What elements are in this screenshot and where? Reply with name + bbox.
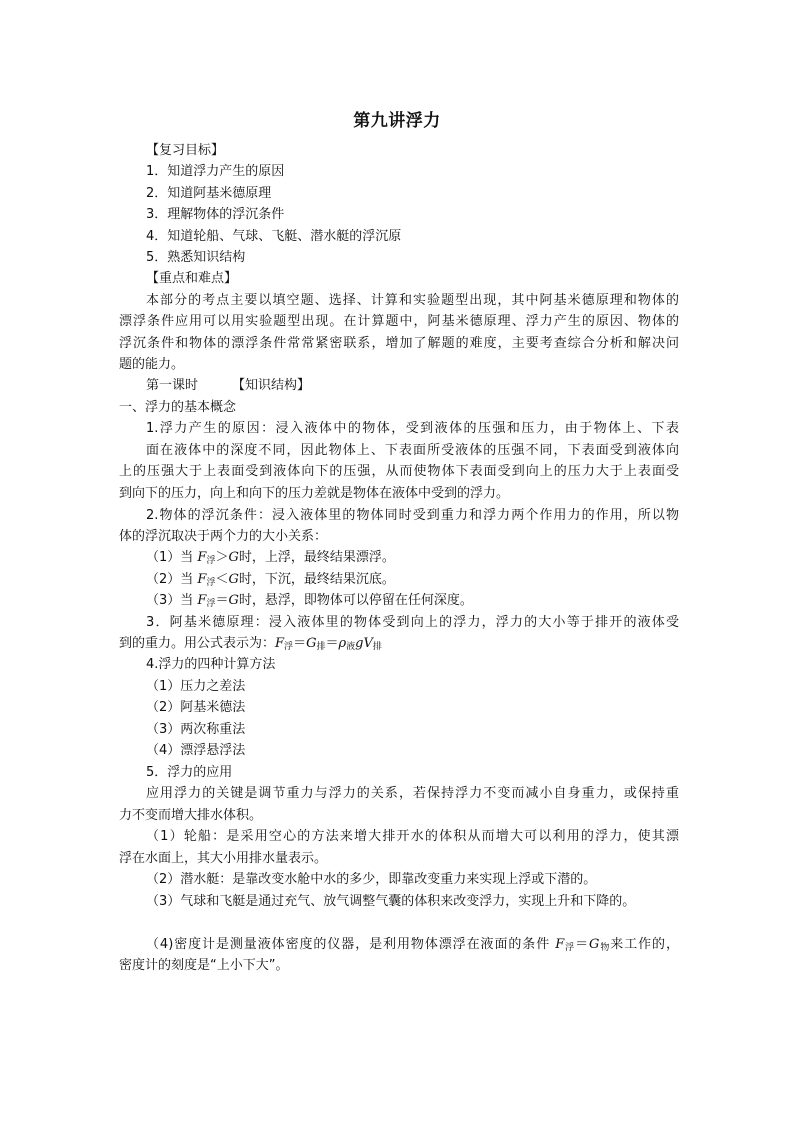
methods-header: 4.浮力的四种计算方法 [146,657,276,672]
paragraph-line: 面在液体中的深度不同，因此物体上、下表面所受液体的压强不同，下表面受到液体向 [146,443,679,458]
subscript: 浮 [206,599,216,609]
force-symbol: F [197,593,207,608]
key-text-line: 本部分的考点主要以填空题、选择、计算和实验题型出现，其中阿基米德原理和物体的 [146,293,679,308]
subscript: 浮 [206,578,216,588]
condition-suspend [146,590,473,611]
application-hydrometer [146,934,679,955]
method-item: （3）两次称重法 [146,722,246,737]
subscript: 浮 [284,642,294,652]
application-ship: （1）轮船：是采用空心的方法来增大排开水的体积从而增大可以利用的浮力，使其漂 [146,829,679,844]
relation-symbol: ＜ [215,572,229,587]
gravity-symbol: G [589,937,600,952]
condition-result: 时，悬浮，即物体可以停留在任何深度。 [238,593,473,608]
paragraph-line: 体的浮沉取决于两个力的大小关系： [119,529,328,544]
condition-sink [146,569,395,590]
gravity-symbol: G [228,572,239,587]
force-symbol: F [197,550,207,565]
key-text-line: 浮沉条件和物体的漂浮条件常常紧密联系，增加了解题的难度，主要考查综合分析和解决问 [119,336,679,351]
paragraph-line: 3．阿基米德原理：浸入液体里的物体受到向上的浮力，浮力的大小等于排开的液体受 [146,615,679,630]
subscript: 排 [316,642,326,652]
subscript: 物 [599,943,611,953]
condition-result: 时，下沉，最终结果沉底。 [238,572,395,587]
paragraph-line: 应用浮力的关键是调节重力与浮力的关系，若保持浮力不变而减小自身重力，或保持重 [146,786,679,801]
key-text-line: 漂浮条件应用可以用实验题型出现。在计算题中，阿基米德原理、浮力产生的原因、物体的 [119,314,679,329]
goal-item: 2．知道阿基米德原理 [146,186,272,201]
key-header: 【重点和难点】 [146,271,238,286]
gravity-symbol: G [228,593,239,608]
page-title: 第九讲浮力 [353,111,441,131]
paragraph-line: 力不变而增大排水体积。 [119,808,263,823]
formula-prefix: 到的重力。用公式表示为： [119,636,276,651]
structure-label: 【知识结构】 [232,378,311,393]
paragraph-line: 上的压强大于上表面受到液体向下的压强，从而使物体下表面受到向上的压力大于上表面受 [119,464,679,479]
paragraph-line: 到向下的压力，向上和向下的压力差就是物体在液体中受到的浮力。 [119,486,510,501]
application-ship: 浮在水面上，其大小用排水量表示。 [119,851,328,866]
paragraph-line: 1.浮力产生的原因：浸入液体中的物体，受到液体的压强和压力，由于物体上、下表 [146,421,679,436]
force-symbol: F [197,572,207,587]
method-item: （2）阿基米德法 [146,700,246,715]
lesson-label: 第一课时 [146,378,199,393]
application-balloon: （3）气球和飞艇是通过充气、放气调整气囊的体积来改变浮力，实现上升和下降的。 [146,894,636,909]
force-symbol: F [275,636,285,651]
subscript: 液 [346,642,356,652]
relation-symbol: ＞ [215,550,229,565]
goals-header: 【复习目标】 [146,143,225,158]
section-heading: 一、浮力的基本概念 [119,400,237,415]
g-symbol: g [355,636,364,651]
equals-symbol: ＝ [325,636,339,651]
condition-prefix: （3）当 [146,593,198,608]
gravity-symbol: G [306,636,317,651]
method-item: （4）漂浮悬浮法 [146,743,246,758]
condition-result: 时，上浮，最终结果漂浮。 [238,550,395,565]
paragraph-line: 2.物体的浮沉条件：浸入液体里的物体同时受到重力和浮力两个作用力的作用，所以物 [146,508,679,523]
goal-item: 1．知道浮力产生的原因 [146,164,285,179]
volume-symbol: V [363,636,373,651]
archimedes-formula [119,633,382,654]
subscript: 浮 [564,943,576,953]
method-item: （1）压力之差法 [146,679,246,694]
condition-prefix: （1）当 [146,550,198,565]
equals-symbol: ＝ [293,636,307,651]
application-hydrometer: 密度计的刻度是“上小下大”。 [119,958,289,973]
subscript: 排 [372,642,382,652]
density-symbol: ρ [338,636,347,651]
subscript: 浮 [206,556,216,566]
gravity-symbol: G [228,550,239,565]
goal-item: 3．理解物体的浮沉条件 [146,207,285,222]
condition-prefix: （2）当 [146,572,198,587]
application-submarine: （2）潜水艇：是靠改变水舱中水的多少，即靠改变重力来实现上浮或下潜的。 [146,872,597,887]
condition-float [146,547,395,568]
goal-item: 5．熟悉知识结构 [146,250,246,265]
goal-item: 4．知道轮船、气球、飞艇、潜水艇的浮沉原 [146,229,402,244]
application-header: 5．浮力的应用 [146,765,233,780]
force-symbol: F [555,937,565,952]
hydrometer-text: （4)密度计是测量液体密度的仪器，是利用物体漂浮在液面的条件 [146,937,556,952]
hydrometer-text: 来工作的， [610,937,679,952]
key-text-line: 题的能力。 [119,357,185,372]
equals-symbol: ＝ [575,937,590,952]
relation-symbol: ＝ [215,593,229,608]
